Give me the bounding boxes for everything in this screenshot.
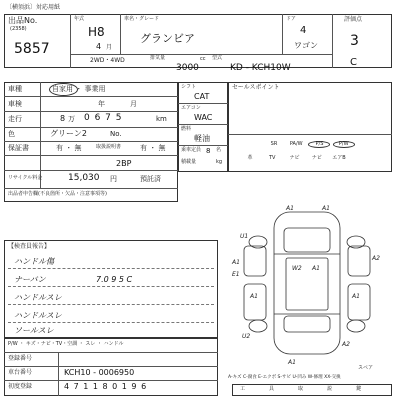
- grade-value: 3: [350, 33, 359, 49]
- damage-mark-7: E1: [232, 271, 240, 278]
- displacement-label: 排気量: [150, 55, 166, 61]
- color-value: グリーン2: [50, 129, 87, 138]
- drive-label: 2WD・4WD: [90, 57, 125, 64]
- manual-label: 取扱説明書: [96, 144, 122, 150]
- fuel-value: 軽油: [194, 134, 210, 143]
- interior-grade: C: [350, 57, 357, 68]
- capacity-unit: 名: [216, 147, 222, 153]
- month-unit: 月: [106, 44, 113, 51]
- inspector-line-2: ナーバン: [14, 275, 46, 284]
- header-box: [4, 14, 392, 68]
- footer-tool-5: 鍵: [356, 386, 386, 392]
- recycle-status: 預託済: [140, 175, 161, 183]
- damage-mark-12: A2: [342, 341, 350, 348]
- mileage-unit: km: [156, 115, 167, 123]
- equipment-pw: P/W: [333, 141, 355, 148]
- equipment-airbag: エアB: [332, 155, 346, 161]
- model-code-value: KD - KCH10W: [230, 63, 291, 73]
- damage-mark-10: A1: [352, 293, 360, 300]
- displacement-value: 3000: [176, 63, 199, 73]
- recycle-value: 15,030: [68, 173, 100, 183]
- right-rear-side: [348, 284, 370, 320]
- sales-points-label: セールスポイント: [232, 84, 280, 91]
- right-rear-wheel: [347, 320, 365, 332]
- damage-mark-2: A1: [322, 205, 330, 212]
- body-type: ワゴン: [294, 41, 318, 50]
- capacity-label: 乗車定員: [181, 147, 202, 153]
- footer-tool-labels: [240, 387, 385, 392]
- capacity-value: 8: [206, 147, 211, 155]
- recycle-unit: 円: [110, 175, 117, 183]
- lot-sub: (2358): [10, 26, 27, 32]
- footer-tool-1: 工: [240, 386, 270, 392]
- inspection-label: 車検: [8, 100, 22, 108]
- damage-mark-6: A1: [232, 259, 240, 266]
- year-era: H8: [88, 25, 105, 39]
- left-rear-side: [244, 284, 266, 320]
- model-name: グランビア: [140, 32, 195, 45]
- warranty-label: 保証書: [8, 144, 29, 152]
- doors-value: 4: [300, 25, 307, 36]
- load-unit: kg: [216, 159, 223, 165]
- registration-label: 登録番号: [8, 355, 33, 362]
- equipment-strip: P/W ・ キズ・ナビ・TV・空調 ・ スレ ・ ハンドル: [8, 341, 124, 347]
- damage-legend: A-キズ C-腐食 E-エクボ S-サビ U-凹み W-修理 XX-交換: [228, 375, 341, 380]
- load-label: 積載量: [181, 159, 197, 165]
- equipment-sr: SR: [270, 141, 278, 147]
- equipment-leather: 革: [247, 155, 253, 161]
- ac-label: エアコン: [181, 105, 201, 111]
- mileage-man-unit: 万: [68, 115, 75, 123]
- displacement-unit: cc: [200, 56, 206, 62]
- notes-label: 出品者申告欄(不良箇所・欠品・注意事項等): [8, 191, 107, 197]
- spare-label: スペア: [358, 365, 374, 371]
- seats-value: 2BP: [116, 159, 132, 168]
- recycle-label: リサイクル料金: [8, 175, 43, 181]
- color-label: 色: [8, 130, 15, 138]
- warranty-options: 有 ・ 無: [56, 144, 82, 152]
- manual-options: 有 ・ 無: [140, 144, 166, 152]
- vehicle-type-options: 自家用 ・ 事業用: [52, 85, 106, 93]
- right-front-side: [348, 246, 370, 276]
- left-rear-wheel: [249, 320, 267, 332]
- doors-label: ドア: [286, 16, 296, 22]
- shift-label: シフト: [181, 84, 197, 90]
- footer-tool-3: 取: [298, 386, 328, 392]
- chassis-value: KCH10 - 0006950: [64, 368, 135, 377]
- model-label: 車名・グレード: [124, 16, 160, 22]
- inspector-line-1: ハンドル傷: [14, 257, 54, 266]
- inspector-line-5: ソールスレ: [14, 326, 54, 335]
- vehicle-type-circle: [49, 83, 78, 96]
- sheet-top-note: 〔横須浜〕対応用紙: [6, 4, 61, 11]
- lot-label: 出品No.: [8, 16, 38, 25]
- left-details-box: [4, 82, 178, 202]
- inspector-title: 【検査員報告】: [8, 243, 51, 250]
- inspector-line-2-value: 7.0 9 5 C: [96, 275, 133, 284]
- equipment-navi-1: ナビ: [289, 155, 300, 161]
- equipment-paw: PA/W: [289, 141, 303, 147]
- mileage-label: 走行: [8, 115, 22, 123]
- damage-mark-8: A2: [372, 255, 380, 262]
- inspector-line-3: ハンドルスレ: [14, 293, 62, 302]
- damage-mark-4: W2: [292, 265, 302, 272]
- equipment-tv: TV: [268, 155, 276, 161]
- lot-number: 5857: [14, 41, 50, 57]
- model-code-label: 型式: [212, 55, 223, 61]
- vehicle-type-label: 車種: [8, 85, 22, 93]
- damage-mark-11: U2: [242, 333, 251, 340]
- damage-mark-3: U1: [240, 233, 249, 240]
- mileage-man: 8: [60, 114, 66, 123]
- fuel-label: 燃料: [181, 126, 192, 132]
- inspector-line-4: ハンドルスレ: [14, 311, 62, 320]
- inspection-year-unit: 年: [98, 100, 105, 108]
- damage-mark-1: A1: [286, 205, 294, 212]
- car-damage-diagram: [222, 198, 392, 368]
- damage-mark-13: A1: [288, 359, 296, 366]
- chassis-label: 車台番号: [8, 369, 33, 376]
- shift-value: CAT: [194, 92, 210, 101]
- grade-label: 評価点: [344, 16, 363, 23]
- first-reg-value: 4 7 1 1 8 0 1 9 6: [64, 382, 148, 391]
- color-no: No.: [110, 130, 122, 138]
- inspection-month-unit: 月: [130, 100, 137, 108]
- windshield: [284, 228, 330, 252]
- left-front-side: [244, 246, 266, 276]
- inspector-report-box: [4, 240, 218, 338]
- footer-tool-4: 説: [327, 386, 357, 392]
- year-label: 年式: [74, 16, 85, 22]
- equipment-row-1: [264, 140, 355, 148]
- footer-tool-2: 具: [269, 386, 299, 392]
- equipment-navi-2: ナビ: [311, 155, 322, 161]
- equipment-ps: P/S: [308, 141, 330, 148]
- mileage-value: 0 6 7 5: [84, 113, 123, 123]
- damage-mark-5: A1: [312, 265, 320, 272]
- ac-value: WAC: [194, 113, 213, 122]
- first-reg-label: 初度登録: [8, 383, 33, 390]
- damage-mark-9: A1: [250, 293, 258, 300]
- rear-window: [284, 316, 330, 332]
- year-month: 4: [96, 42, 102, 51]
- equipment-row-2: [240, 154, 349, 161]
